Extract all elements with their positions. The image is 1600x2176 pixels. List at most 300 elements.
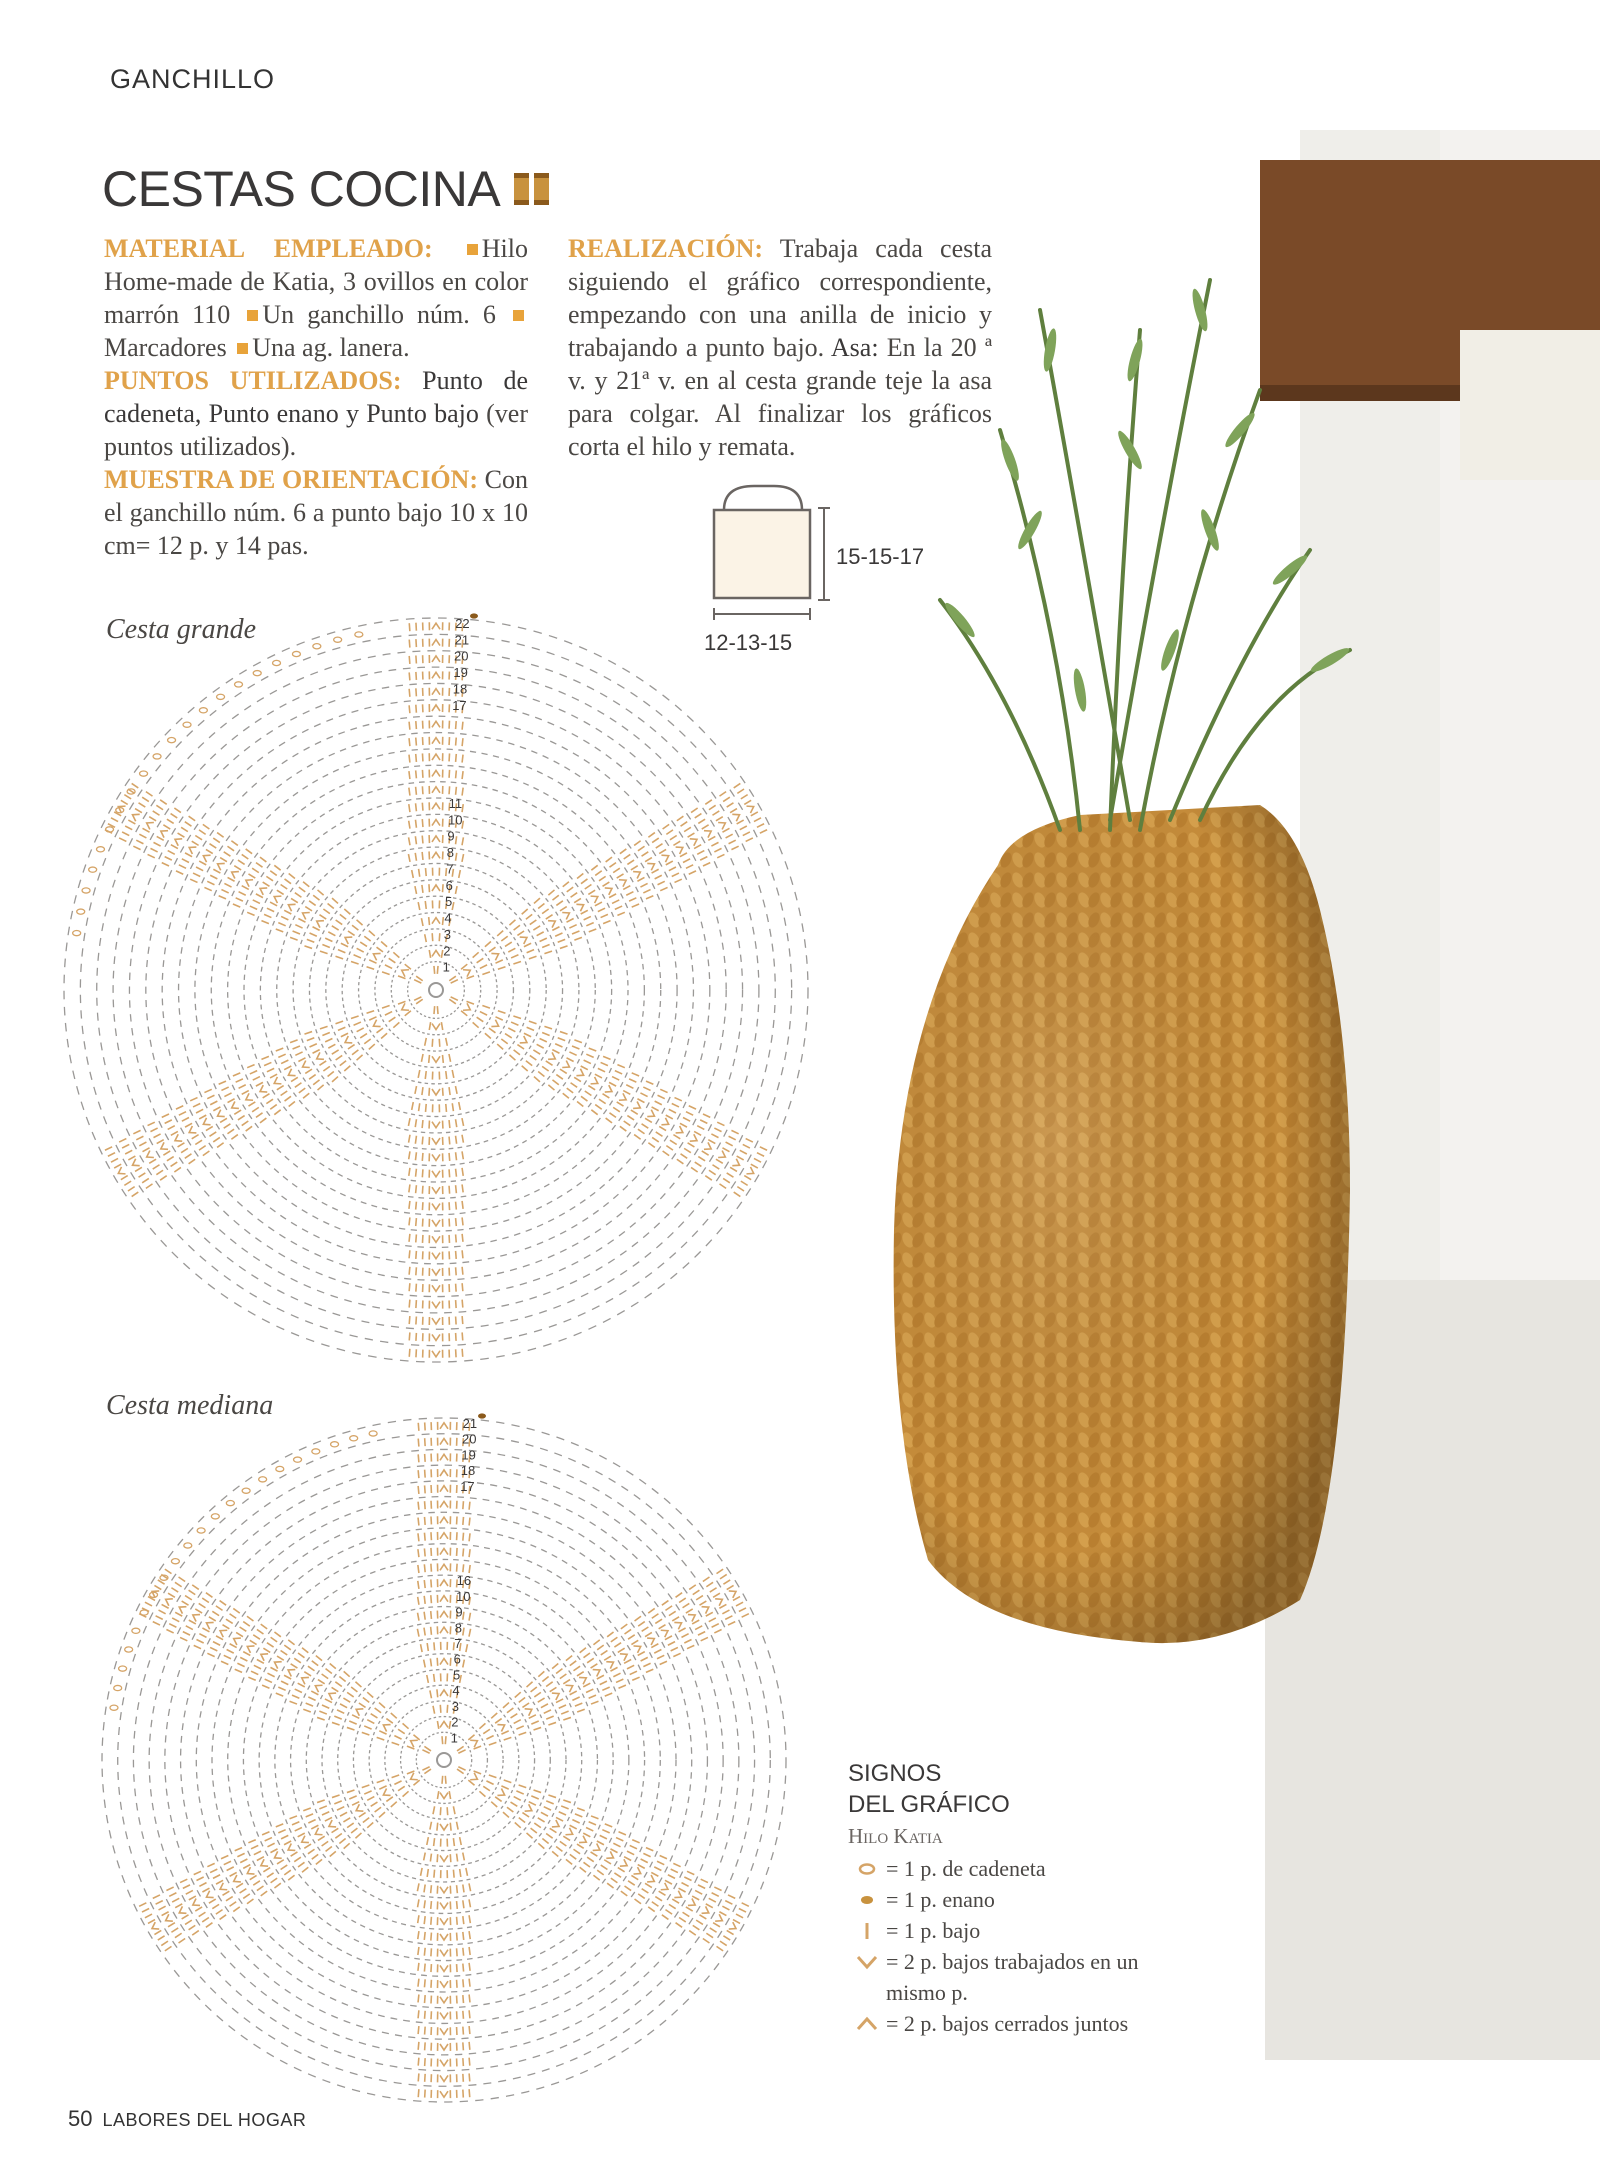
single-crochet-symbol: [257, 1886, 264, 1891]
single-crochet-symbol: [589, 1695, 596, 1698]
single-crochet-symbol: [317, 1717, 325, 1720]
single-crochet-symbol: [180, 1879, 187, 1882]
single-crochet-symbol: [693, 1925, 700, 1929]
single-crochet-symbol: [409, 1217, 410, 1225]
chain-symbol: [183, 722, 191, 727]
single-crochet-symbol: [422, 1120, 423, 1128]
single-crochet-symbol: [621, 1891, 627, 1896]
single-crochet-symbol: [271, 1637, 278, 1642]
single-crochet-symbol: [655, 875, 662, 879]
single-crochet-symbol: [462, 1250, 463, 1258]
single-crochet-symbol: [683, 859, 690, 863]
increase-symbol: [259, 1859, 268, 1869]
single-crochet-symbol: [171, 1928, 178, 1932]
increase-symbol: [244, 1093, 253, 1103]
single-crochet-symbol: [610, 1667, 617, 1671]
single-crochet-symbol: [714, 1128, 721, 1132]
round-number-label: 4: [444, 910, 452, 926]
increase-symbol: [432, 1138, 440, 1144]
single-crochet-symbol: [189, 1590, 196, 1594]
single-crochet-symbol: [119, 1139, 126, 1142]
single-crochet-symbol: [556, 1699, 563, 1703]
single-crochet-symbol: [108, 1153, 115, 1157]
single-crochet-symbol: [550, 1687, 557, 1691]
single-crochet-symbol: [504, 1780, 512, 1783]
single-crochet-symbol: [418, 1454, 419, 1462]
round-number-label: 20: [462, 1431, 477, 1447]
material-label: MATERIAL EMPLEADO:: [104, 234, 433, 263]
single-crochet-symbol: [641, 1657, 648, 1661]
single-crochet-symbol: [694, 1131, 701, 1135]
single-crochet-symbol: [418, 1581, 419, 1589]
single-crochet-symbol: [462, 755, 463, 763]
single-crochet-symbol: [482, 1006, 490, 1009]
single-crochet-symbol: [720, 792, 727, 797]
single-crochet-symbol: [431, 1595, 432, 1603]
bullet-square-icon: [237, 343, 248, 354]
single-crochet-symbol: [511, 955, 518, 958]
single-crochet-symbol: [574, 1077, 581, 1081]
single-crochet-symbol: [686, 865, 693, 869]
single-crochet-symbol: [449, 786, 450, 794]
single-crochet-symbol: [463, 1660, 465, 1668]
single-crochet-symbol: [531, 1828, 537, 1833]
single-crochet-symbol: [409, 656, 410, 664]
increase-symbol: [704, 828, 713, 838]
single-crochet-symbol: [422, 1767, 429, 1770]
single-crochet-symbol: [696, 1596, 703, 1600]
single-crochet-symbol: [626, 1085, 633, 1089]
single-crochet-symbol: [253, 1881, 260, 1885]
single-crochet-symbol: [195, 836, 202, 840]
single-crochet-symbol: [418, 902, 420, 910]
single-crochet-symbol: [247, 1899, 253, 1904]
single-crochet-symbol: [541, 1812, 548, 1816]
single-crochet-symbol: [237, 1853, 244, 1856]
single-crochet-symbol: [563, 1717, 571, 1720]
single-crochet-symbol: [681, 1154, 688, 1158]
single-crochet-symbol: [556, 901, 563, 906]
single-crochet-symbol: [298, 918, 305, 922]
increase-symbol: [440, 2044, 448, 2050]
single-crochet-symbol: [421, 1868, 423, 1876]
single-crochet-symbol: [631, 1640, 638, 1644]
increase-symbol: [432, 1269, 440, 1275]
single-crochet-symbol: [193, 873, 200, 876]
single-crochet-symbol: [560, 1032, 568, 1035]
single-crochet-symbol: [670, 1140, 677, 1144]
single-crochet-symbol: [720, 1184, 727, 1189]
chart-round-ring: [259, 1575, 629, 1945]
single-crochet-symbol: [196, 867, 203, 871]
single-crochet-symbol: [453, 1870, 454, 1878]
round-number-label: 19: [453, 665, 468, 681]
single-crochet-symbol: [689, 1106, 696, 1109]
single-crochet-symbol: [546, 1833, 552, 1838]
single-crochet-symbol: [250, 1640, 257, 1644]
round-number-label: 5: [445, 894, 453, 910]
single-crochet-symbol: [586, 1054, 593, 1057]
single-crochet-symbol: [190, 879, 197, 882]
single-crochet-symbol: [446, 1104, 447, 1112]
single-crochet-symbol: [418, 1486, 419, 1494]
increase-symbol: [273, 1659, 282, 1669]
single-crochet-symbol: [456, 1136, 457, 1144]
single-crochet-symbol: [139, 803, 146, 807]
single-crochet-symbol: [517, 931, 524, 935]
single-crochet-symbol: [216, 1880, 223, 1884]
chain-symbol: [235, 682, 243, 687]
single-crochet-symbol: [657, 1655, 664, 1658]
chart-round-ring: [416, 1732, 471, 1787]
single-crochet-symbol: [270, 1849, 277, 1853]
single-crochet-symbol: [740, 826, 747, 830]
single-crochet-symbol: [158, 1936, 165, 1940]
single-crochet-symbol: [246, 1126, 252, 1131]
single-crochet-symbol: [450, 1689, 451, 1697]
single-crochet-symbol: [424, 1580, 425, 1588]
single-crochet-symbol: [379, 1812, 385, 1817]
single-crochet-symbol: [298, 1833, 305, 1837]
single-crochet-symbol: [705, 800, 712, 805]
increase-symbol: [432, 1024, 440, 1030]
single-crochet-symbol: [552, 1080, 558, 1085]
single-crochet-symbol: [713, 1923, 720, 1927]
increase-symbol: [432, 1187, 440, 1193]
single-crochet-symbol: [573, 1666, 580, 1671]
puntos-label: PUNTOS UTILIZADOS:: [104, 366, 402, 395]
single-crochet-symbol: [703, 1938, 710, 1943]
single-crochet-symbol: [341, 1033, 348, 1037]
single-crochet-symbol: [369, 931, 375, 936]
increase-symbol: [286, 901, 295, 911]
single-crochet-symbol: [277, 1656, 284, 1660]
increase-symbol: [440, 1564, 448, 1570]
increase-symbol: [688, 1612, 697, 1622]
single-crochet-symbol: [706, 1933, 713, 1937]
single-crochet-symbol: [660, 1661, 667, 1664]
single-crochet-symbol: [449, 1169, 450, 1177]
single-crochet-symbol: [680, 853, 687, 857]
single-crochet-symbol: [425, 2011, 426, 2019]
single-crochet-symbol: [511, 1714, 518, 1718]
single-crochet-symbol: [308, 1820, 315, 1823]
single-crochet-symbol: [598, 1068, 605, 1071]
single-crochet-symbol: [409, 1234, 410, 1242]
single-crochet-symbol: [422, 836, 423, 844]
increase-symbol: [440, 1596, 448, 1602]
single-crochet-symbol: [457, 1901, 458, 1909]
single-crochet-symbol: [427, 1869, 428, 1877]
single-crochet-symbol: [172, 1618, 179, 1622]
round-number-label: 1: [442, 959, 450, 975]
single-crochet-symbol: [189, 1925, 196, 1929]
single-crochet-symbol: [304, 1672, 311, 1676]
single-crochet-symbol: [270, 1074, 277, 1078]
increase-symbol: [432, 1351, 440, 1357]
single-crochet-symbol: [367, 1720, 374, 1724]
single-crochet-symbol: [352, 1050, 358, 1055]
single-crochet-symbol: [221, 1661, 228, 1664]
single-crochet-symbol: [434, 966, 435, 974]
single-crochet-symbol: [202, 1918, 209, 1922]
single-crochet-symbol: [477, 958, 484, 962]
single-crochet-symbol: [284, 1841, 291, 1845]
increase-symbol: [440, 2075, 448, 2081]
single-crochet-symbol: [669, 1611, 676, 1615]
increase-symbol: [432, 1220, 440, 1226]
single-crochet-symbol: [638, 1622, 645, 1627]
single-crochet-symbol: [717, 1122, 724, 1125]
single-crochet-symbol: [377, 1737, 385, 1740]
increase-symbol: [216, 860, 225, 870]
single-crochet-symbol: [558, 1038, 565, 1041]
single-crochet-symbol: [688, 833, 695, 837]
slip-stitch-symbol: [470, 613, 478, 618]
single-crochet-symbol: [294, 1658, 301, 1662]
single-crochet-symbol: [424, 1853, 426, 1861]
single-crochet-symbol: [560, 1069, 567, 1073]
single-crochet-symbol: [369, 1044, 375, 1049]
single-crochet-symbol: [295, 1689, 302, 1692]
single-crochet-symbol: [159, 1906, 166, 1910]
single-crochet-symbol: [303, 1709, 311, 1712]
single-crochet-symbol: [125, 826, 132, 830]
single-crochet-symbol: [418, 1899, 419, 1907]
single-crochet-symbol: [527, 1027, 534, 1030]
single-crochet-symbol: [642, 1627, 649, 1631]
single-crochet-symbol: [186, 1626, 193, 1630]
single-crochet-symbol: [729, 1136, 736, 1140]
single-crochet-symbol: [468, 1735, 474, 1740]
single-crochet-symbol: [405, 1011, 411, 1016]
single-crochet-symbol: [711, 1134, 718, 1138]
single-crochet-symbol: [276, 1048, 283, 1051]
single-crochet-symbol: [617, 1102, 624, 1106]
single-crochet-symbol: [595, 902, 602, 906]
single-crochet-symbol: [422, 1186, 423, 1194]
single-crochet-symbol: [337, 1710, 344, 1713]
single-crochet-symbol: [463, 2042, 464, 2050]
single-crochet-symbol: [591, 1816, 598, 1819]
single-crochet-symbol: [216, 1606, 223, 1610]
single-crochet-symbol: [739, 1908, 746, 1912]
legend-text: = 1 p. de cadeneta: [886, 1856, 1046, 1881]
increase-symbol: [497, 1722, 506, 1732]
single-crochet-symbol: [689, 1931, 696, 1936]
single-crochet-symbol: [148, 1920, 155, 1924]
single-crochet-symbol: [666, 1146, 673, 1150]
single-crochet-symbol: [174, 1167, 181, 1172]
single-crochet-symbol: [612, 900, 619, 904]
single-crochet-symbol: [418, 2042, 419, 2050]
round-number-label: 8: [446, 845, 455, 861]
single-crochet-symbol: [308, 1849, 315, 1854]
single-crochet-symbol: [501, 1039, 507, 1044]
single-crochet-symbol: [456, 1251, 457, 1259]
single-crochet-symbol: [248, 1677, 255, 1680]
single-crochet-symbol: [651, 1644, 658, 1648]
single-crochet-symbol: [264, 1062, 271, 1065]
single-crochet-symbol: [367, 967, 375, 970]
puntos-rest: (ver puntos utilizados).: [104, 399, 528, 461]
single-crochet-symbol: [149, 817, 156, 821]
single-crochet-symbol: [371, 1802, 378, 1806]
single-crochet-symbol: [574, 898, 581, 902]
single-crochet-symbol: [284, 1066, 291, 1070]
single-crochet-symbol: [364, 1726, 371, 1729]
single-crochet-symbol: [332, 1828, 339, 1832]
chart-round-ring: [375, 926, 497, 1051]
single-crochet-symbol: [538, 1818, 545, 1822]
increase-symbol: [440, 1934, 448, 1940]
single-crochet-symbol: [418, 2010, 419, 2018]
single-crochet-symbol: [386, 1797, 392, 1802]
single-crochet-symbol: [514, 925, 520, 930]
single-crochet-symbol: [421, 1644, 423, 1652]
single-crochet-symbol: [133, 846, 140, 849]
single-crochet-symbol: [446, 1071, 447, 1079]
single-crochet-symbol: [677, 1159, 684, 1164]
single-crochet-symbol: [657, 1861, 664, 1864]
single-crochet-symbol: [654, 1867, 661, 1871]
increase-symbol: [440, 1439, 448, 1445]
single-crochet-symbol: [741, 795, 748, 799]
single-crochet-symbol: [167, 1157, 174, 1161]
single-crochet-symbol: [430, 1822, 432, 1830]
single-crochet-symbol: [613, 1843, 620, 1847]
single-crochet-symbol: [713, 1593, 720, 1597]
single-crochet-symbol: [511, 1802, 518, 1806]
single-crochet-symbol: [602, 1687, 609, 1690]
single-crochet-symbol: [519, 1732, 527, 1735]
single-crochet-symbol: [645, 1883, 652, 1887]
single-crochet-symbol: [577, 1808, 585, 1811]
width-dimension: 12-13-15: [704, 630, 793, 655]
single-crochet-symbol: [505, 942, 512, 946]
single-crochet-symbol: [673, 1135, 680, 1139]
asa-label: Asa:: [830, 333, 879, 362]
single-crochet-symbol: [316, 1859, 322, 1864]
increase-symbol: [579, 1674, 588, 1684]
single-crochet-symbol: [171, 845, 178, 849]
single-crochet-symbol: [209, 1899, 216, 1903]
single-crochet-symbol: [700, 1120, 707, 1124]
single-crochet-symbol: [281, 916, 288, 919]
single-crochet-symbol: [427, 1837, 429, 1845]
single-crochet-symbol: [570, 1691, 577, 1695]
single-crochet-symbol: [462, 1118, 464, 1126]
single-crochet-symbol: [357, 948, 364, 952]
single-crochet-symbol: [669, 1109, 676, 1113]
single-crochet-symbol: [182, 1601, 189, 1605]
single-crochet-symbol: [295, 925, 302, 928]
single-crochet-symbol: [637, 877, 644, 881]
single-crochet-symbol: [168, 1593, 175, 1597]
single-crochet-symbol: [586, 1689, 593, 1692]
height-dimension: 15-15-17: [836, 544, 925, 569]
single-crochet-symbol: [698, 1157, 705, 1161]
increase-symbol: [164, 1914, 173, 1924]
single-crochet-symbol: [469, 2073, 470, 2081]
increase-symbol: [688, 1899, 697, 1909]
single-crochet-symbol: [437, 1791, 438, 1799]
round-number-label: 10: [456, 1588, 471, 1604]
increase-symbol: [661, 1883, 670, 1893]
increase-symbol: [145, 819, 154, 829]
single-crochet-symbol: [469, 1549, 470, 1557]
single-crochet-symbol: [586, 923, 593, 926]
single-crochet-symbol: [418, 1439, 419, 1447]
single-crochet-symbol: [422, 852, 423, 860]
single-crochet-symbol: [572, 1046, 579, 1049]
single-crochet-symbol: [363, 1818, 369, 1823]
single-crochet-symbol: [354, 955, 361, 958]
increase-symbol: [343, 1036, 352, 1046]
single-crochet-symbol: [713, 1165, 720, 1169]
single-crochet-symbol: [163, 825, 170, 829]
increase-symbol: [432, 1204, 440, 1210]
single-crochet-symbol: [160, 1176, 167, 1181]
increase-symbol: [315, 1052, 324, 1062]
single-crochet-symbol: [462, 854, 464, 862]
single-crochet-symbol: [105, 1147, 112, 1150]
single-crochet-symbol: [290, 937, 298, 940]
realizacion-label: REALIZACIÓN:: [568, 234, 764, 263]
single-crochet-symbol: [424, 1884, 425, 1892]
single-crochet-symbol: [206, 1126, 213, 1130]
single-crochet-symbol: [277, 1086, 284, 1090]
single-crochet-symbol: [224, 852, 231, 856]
single-crochet-symbol: [270, 871, 276, 876]
single-crochet-symbol: [416, 1185, 417, 1193]
increase-symbol: [497, 1789, 506, 1799]
increase-symbol: [313, 1828, 322, 1838]
single-crochet-symbol: [281, 1865, 288, 1869]
bullet-square-icon: [247, 310, 258, 321]
single-crochet-symbol: [128, 820, 135, 824]
round-number-label: 19: [461, 1447, 476, 1463]
chart-cesta-mediana: [92, 1398, 812, 2128]
single-crochet-symbol: [480, 1012, 487, 1016]
single-crochet-symbol: [281, 1091, 288, 1095]
increase-symbol: [191, 1612, 200, 1622]
single-crochet-symbol: [485, 1033, 491, 1038]
single-crochet-symbol: [139, 1173, 146, 1177]
increase-symbol: [634, 1867, 643, 1877]
single-crochet-symbol: [566, 1656, 572, 1661]
single-crochet-symbol: [456, 770, 457, 778]
single-crochet-symbol: [529, 1802, 536, 1806]
single-crochet-symbol: [310, 933, 317, 936]
single-crochet-symbol: [595, 1105, 601, 1110]
single-crochet-symbol: [277, 890, 284, 894]
single-crochet-symbol: [729, 840, 736, 844]
single-crochet-symbol: [294, 1857, 301, 1861]
single-crochet-symbol: [360, 1034, 367, 1038]
increase-symbol: [432, 1236, 440, 1242]
single-crochet-symbol: [669, 867, 676, 871]
single-crochet-symbol: [726, 834, 733, 838]
single-crochet-symbol: [303, 1093, 309, 1098]
material-1: Hilo Home-made de Katia, 3 ovillos en color marrón 110: [104, 234, 529, 329]
increase-symbol: [593, 1844, 602, 1854]
single-crochet-symbol: [166, 1630, 173, 1633]
single-crochet-symbol: [319, 1061, 326, 1065]
single-crochet-symbol: [192, 1931, 199, 1936]
increase-symbol: [440, 1721, 448, 1727]
increase-symbol: [548, 918, 557, 928]
